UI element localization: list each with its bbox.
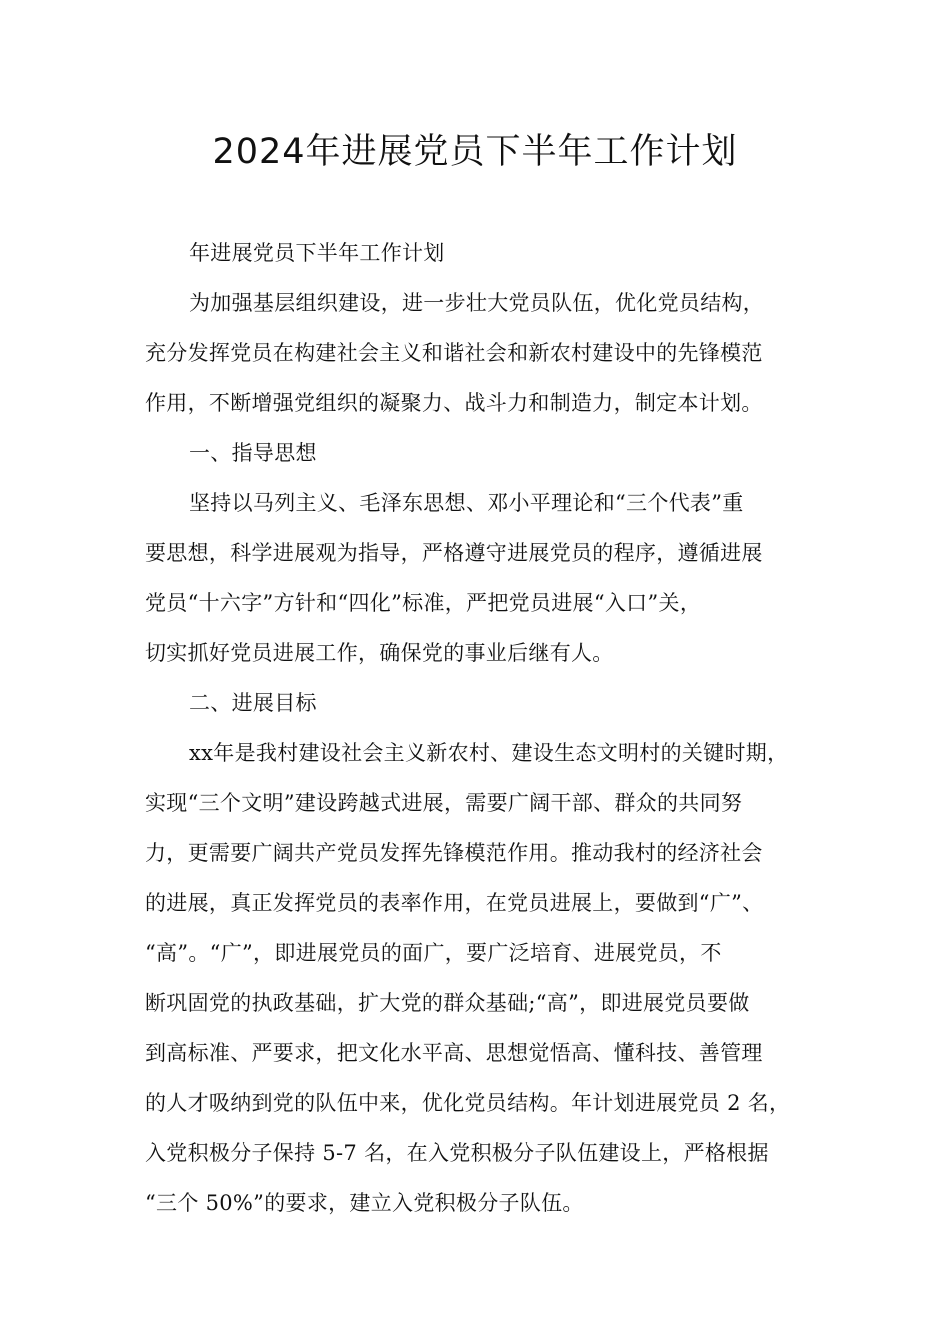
paragraph-line: 为加强基层组织建设，进一步壮大党员队伍，优化党员结构， [189,291,765,315]
paragraph-line: 作用，不断增强党组织的凝聚力、战斗力和制造力，制定本计划。 [145,391,763,415]
paragraph-line: 切实抓好党员进展工作，确保党的事业后继有人。 [145,641,614,665]
paragraph-line: 入党积极分子保持 5-7 名，在入党积极分子队伍建设上，严格根据 [145,1141,769,1165]
paragraph-line: 到高标准、严要求，把文化水平高、思想觉悟高、懂科技、善管理 [145,1041,763,1065]
paragraph-line: “三个 50%”的要求，建立入党积极分子队伍。 [145,1191,584,1215]
paragraph-line: xx年是我村建设社会主义新农村、建设生态文明村的关键时期， [189,741,789,765]
paragraph-line: “高”。“广”，即进展党员的面广，要广泛培育、进展党员，不 [145,941,722,965]
paragraph-line: 坚持以马列主义、毛泽东思想、邓小平理论和“三个代表”重 [189,491,744,515]
section-heading: 一、指导思想 [189,441,317,465]
document-body [145,228,813,1228]
paragraph-line: 力，更需要广阔共产党员发挥先锋模范作用。推动我村的经济社会 [145,841,763,865]
paragraph-line: 要思想，科学进展观为指导，严格遵守进展党员的程序，遵循进展 [145,541,763,565]
paragraph-line: 实现“三个文明”建设跨越式进展，需要广阔干部、群众的共同努 [145,791,743,815]
section-heading: 二、进展目标 [189,691,317,715]
paragraph-line: 党员“十六字”方针和“四化”标准，严把党员进展“入口”关， [145,591,702,615]
paragraph-line: 断巩固党的执政基础，扩大党的群众基础;“高”，即进展党员要做 [145,991,750,1015]
paragraph-line: 的进展，真正发挥党员的表率作用，在党员进展上，要做到“广”、 [145,891,764,915]
paragraph-line: 充分发挥党员在构建社会主义和谐社会和新农村建设中的先锋模范 [145,341,763,365]
document-title: 2024年进展党员下半年工作计划 [212,132,738,172]
paragraph-line: 年进展党员下半年工作计划 [189,241,445,265]
paragraph-line: 的人才吸纳到党的队伍中来，优化党员结构。年计划进展党员 2 名， [145,1091,791,1115]
